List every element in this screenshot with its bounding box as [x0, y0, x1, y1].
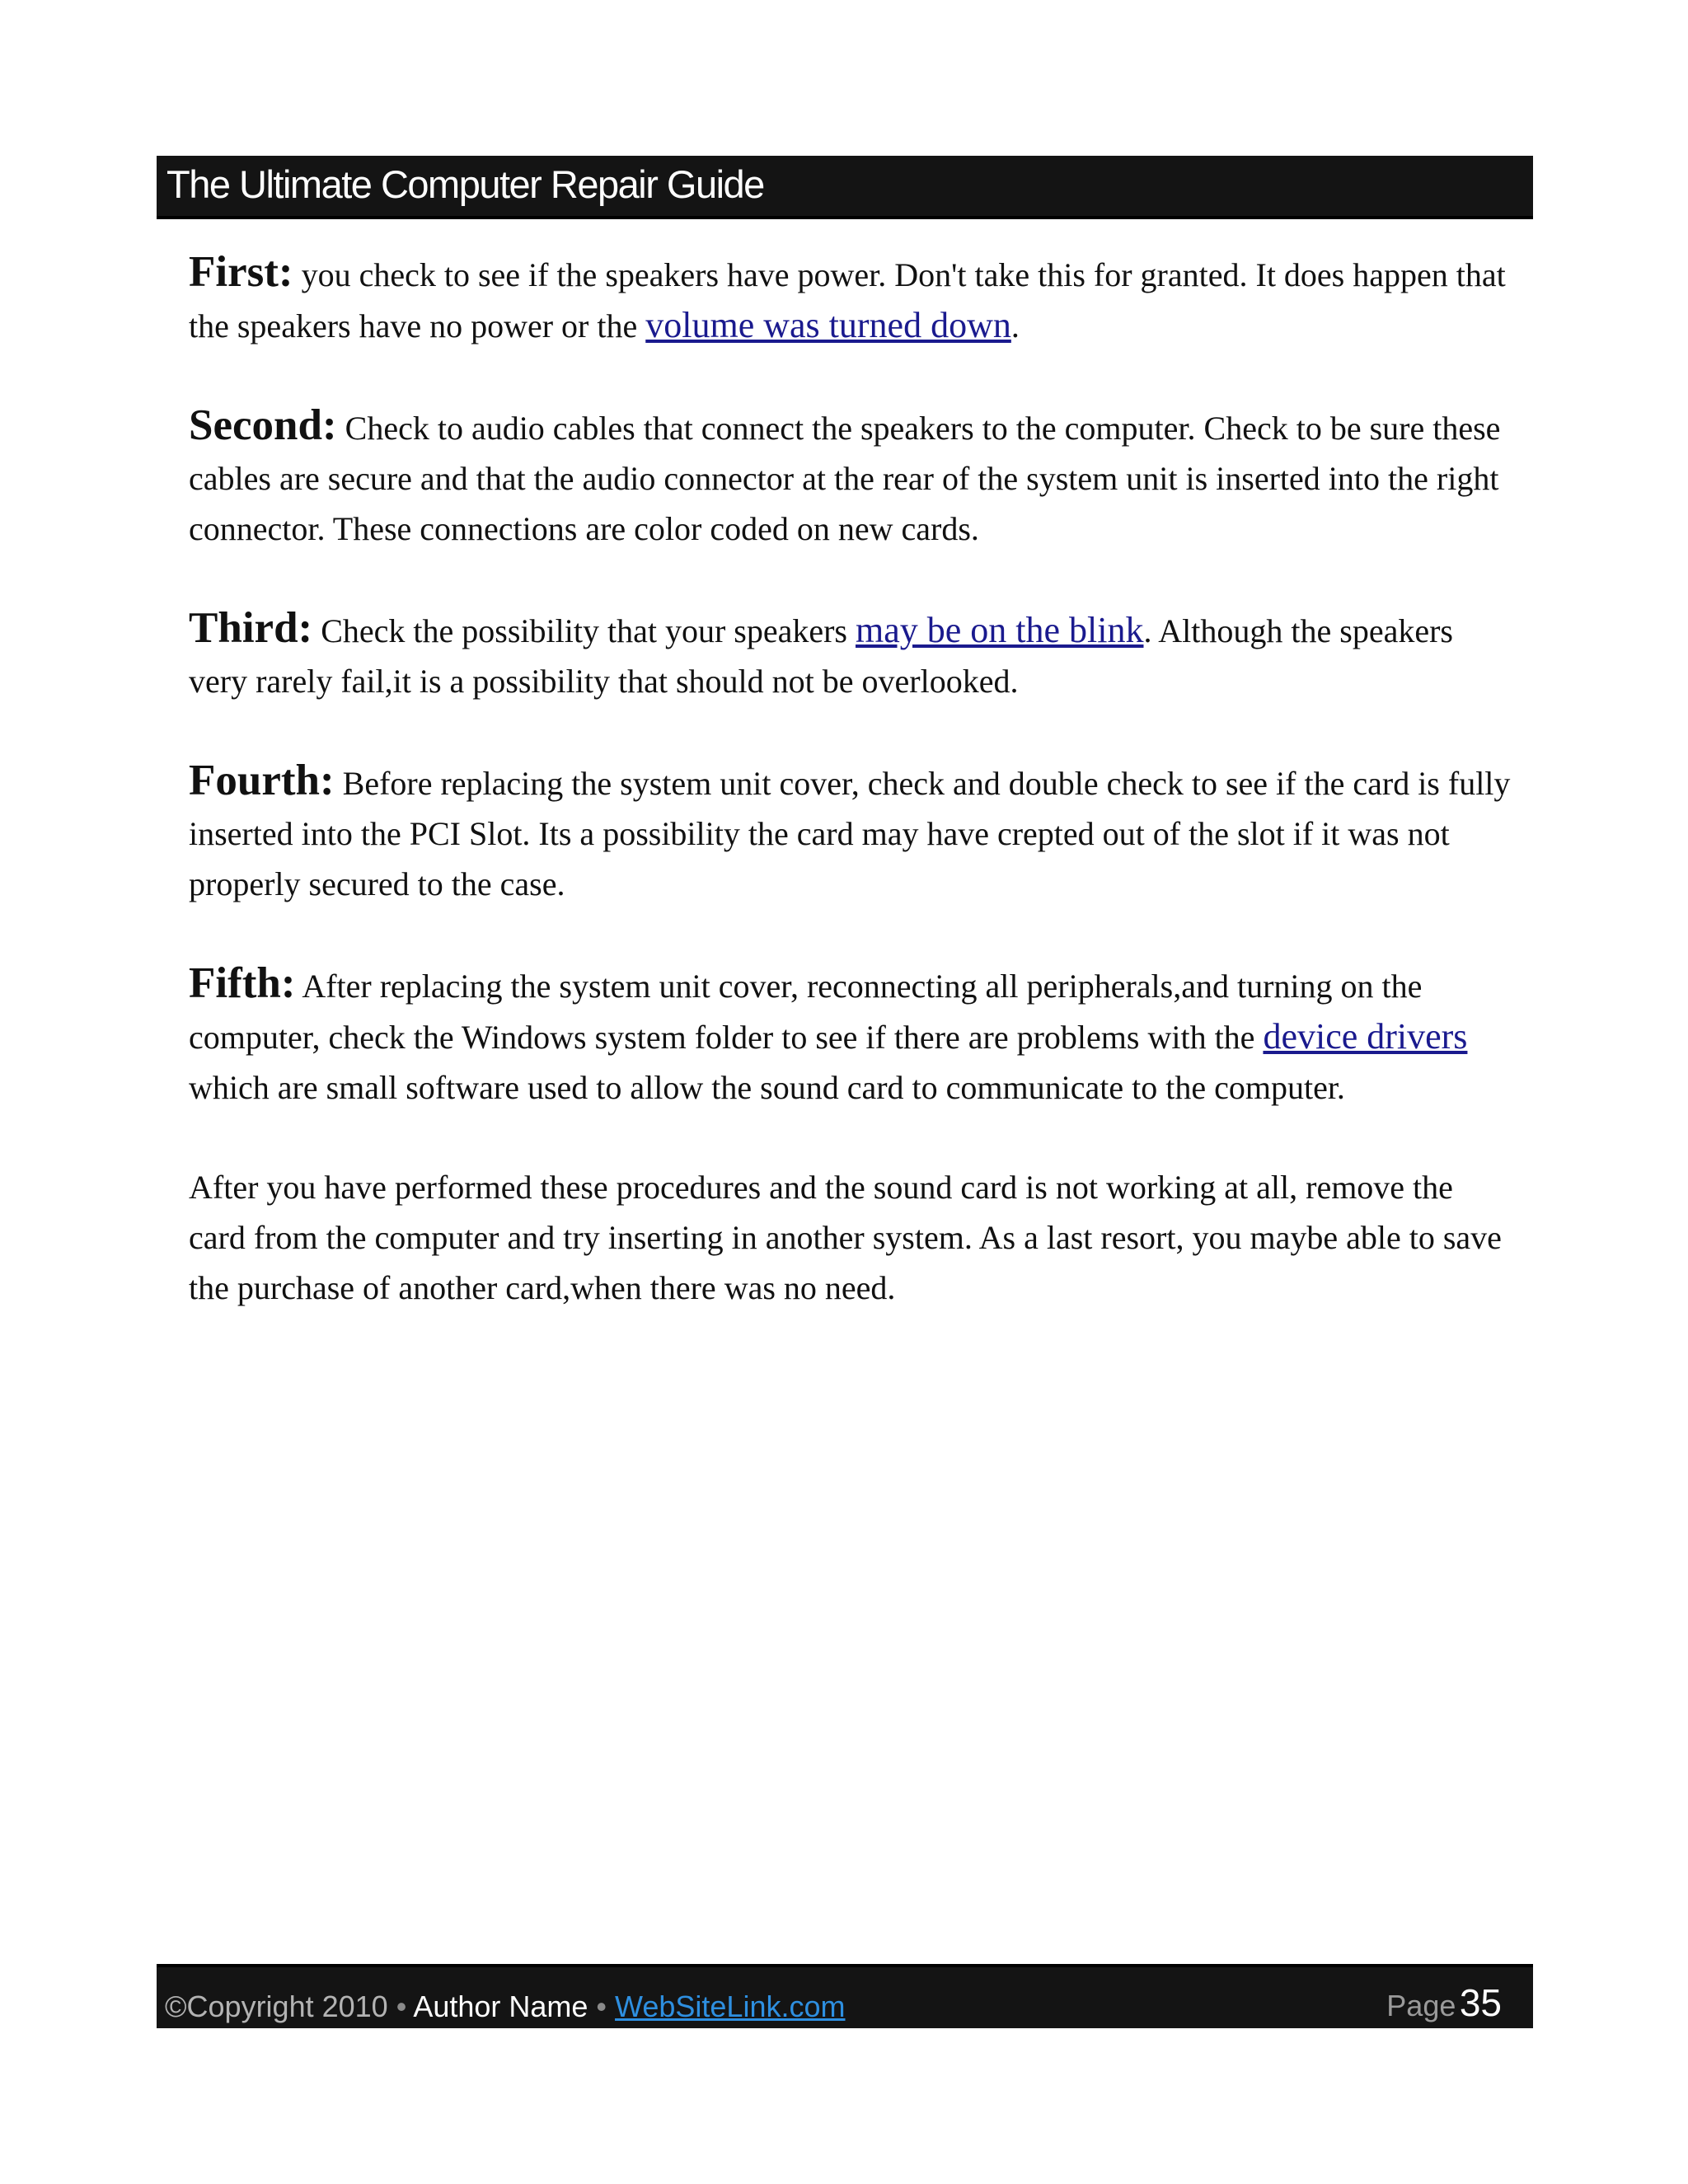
- step-heading-fourth: Fourth:: [189, 757, 335, 804]
- header-bar: [157, 156, 1533, 219]
- link-may-be-on-the-blink[interactable]: may be on the blink: [855, 610, 1144, 650]
- link-device-drivers[interactable]: device drivers: [1263, 1016, 1468, 1057]
- page-label: Page: [1386, 1989, 1456, 2022]
- paragraph-text: Check the possibility that your speakers: [312, 612, 856, 649]
- paragraph-text: .: [1010, 307, 1020, 344]
- paragraph-fifth: [189, 958, 1516, 1113]
- paragraph-third: [189, 603, 1516, 706]
- step-heading-second: Second:: [189, 401, 337, 449]
- step-heading-fifth: Fifth:: [189, 959, 296, 1007]
- paragraph-text: Check to audio cables that connect the speakers to the computer. Check to be sure these cables are secure and that the audio connector at the rear of the system unit is inserted into the right connector. These connections are color coded on new cards.: [189, 410, 1501, 547]
- website-link[interactable]: WebSiteLink.com: [615, 1990, 846, 2023]
- document-body: [189, 247, 1516, 1362]
- page-indicator: [1386, 1980, 1502, 2025]
- paragraph-text: you check to see if the speakers have power. Don't take this for granted. It does happen that the speakers have no power or the: [189, 256, 1506, 344]
- paragraph-text: which are small software used to allow the sound card to communicate to the computer.: [189, 1069, 1345, 1106]
- paragraph-conclusion: [189, 1162, 1516, 1313]
- document-title: The Ultimate Computer Repair Guide: [166, 162, 764, 206]
- link-volume-turned-down[interactable]: volume was turned down: [645, 305, 1011, 345]
- copyright-text: ©Copyright 2010: [165, 1990, 388, 2023]
- footer-bar: [157, 1964, 1533, 2028]
- paragraph-text: After you have performed these procedures and the sound card is not working at all, remove the card from the computer and try inserting in another system. As a last resort, you maybe able to save the purchase of another card,when there was no need.: [189, 1169, 1502, 1306]
- separator-dot: •: [387, 1990, 414, 2023]
- paragraph-text: Before replacing the system unit cover, check and double check to see if the card is fully inserted into the PCI Slot. Its a possibility the card may have crepted out of the slot if it was not properly secured to the case.: [189, 765, 1511, 902]
- paragraph-fourth: [189, 756, 1516, 909]
- paragraph-second: [189, 401, 1516, 554]
- separator-dot: •: [588, 1990, 616, 2023]
- paragraph-text: After replacing the system unit cover, reconnecting all peripherals,and turning on the computer, check the Windows system folder to see if there are problems with the: [189, 968, 1423, 1056]
- paragraph-first: [189, 247, 1516, 351]
- author-name: Author Name: [413, 1990, 588, 2023]
- paragraph-text: . Although the speakers very rarely fail,it is a possibility that should not be overlooked.: [189, 612, 1453, 700]
- step-heading-first: First:: [189, 248, 293, 296]
- step-heading-third: Third:: [189, 604, 313, 652]
- page-number: 35: [1459, 1981, 1502, 2024]
- footer-credits: [165, 1989, 846, 2025]
